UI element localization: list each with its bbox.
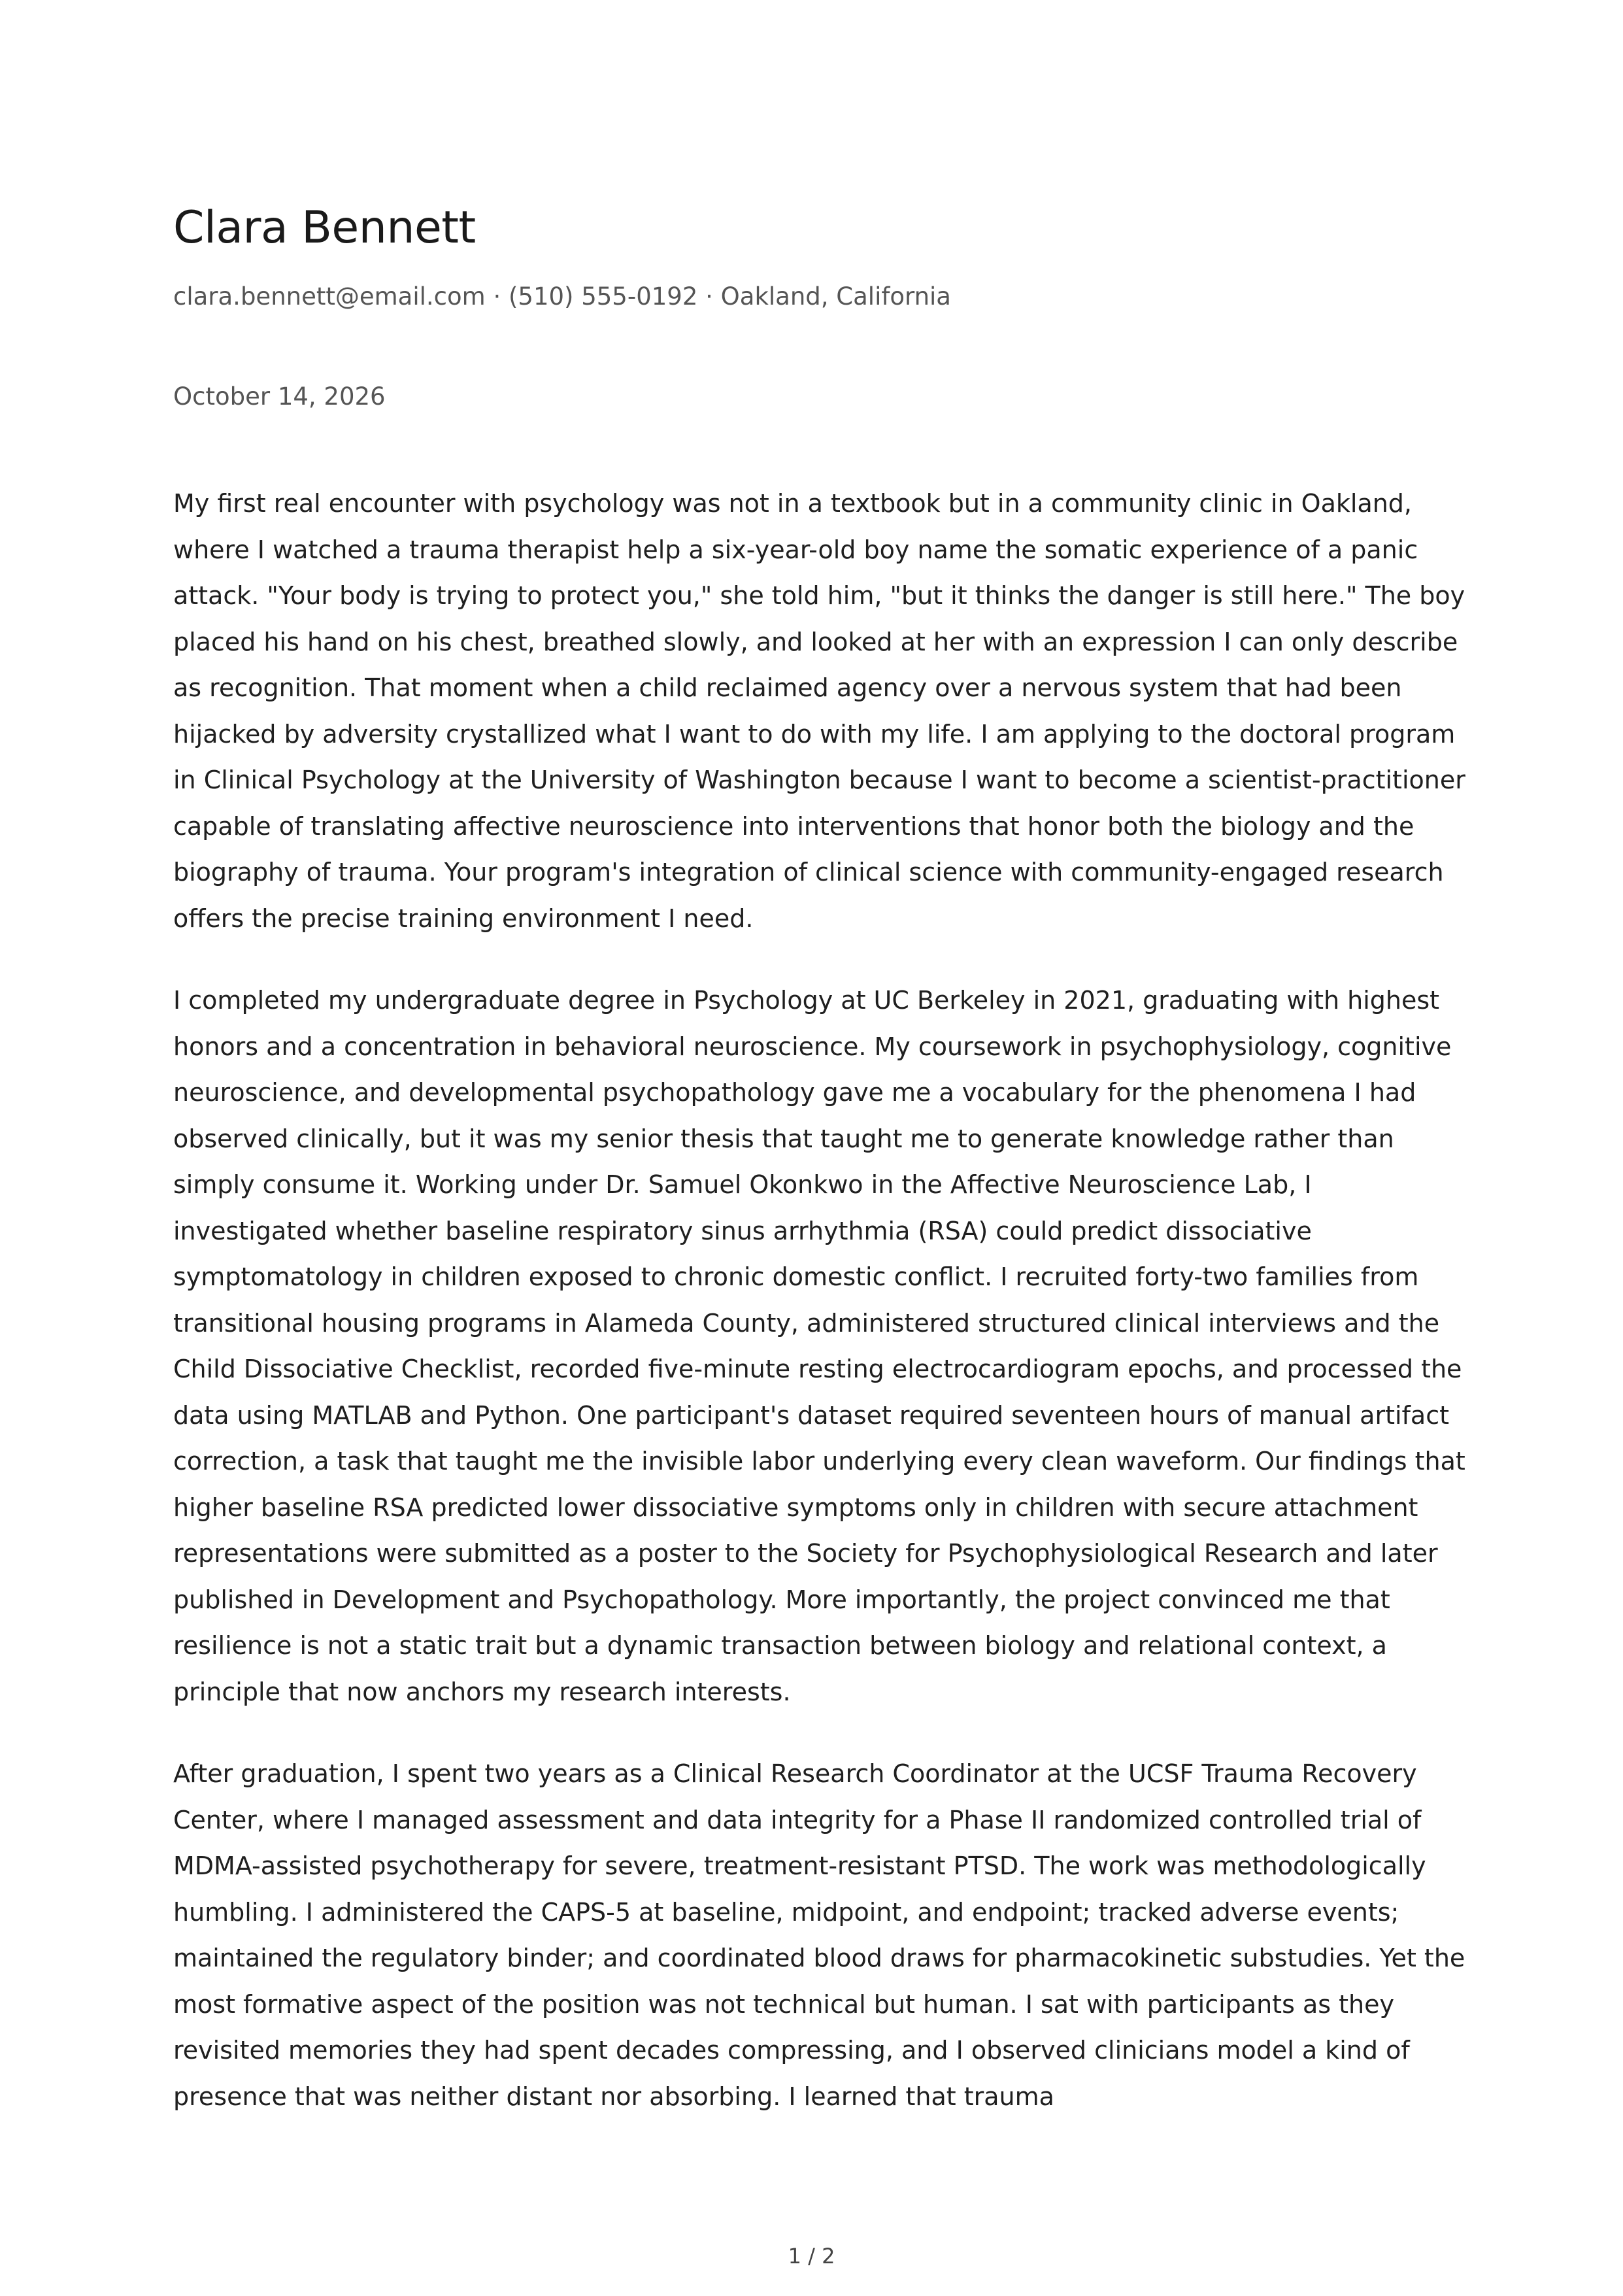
letter-body xyxy=(173,481,1471,2155)
contact-line: clara.bennett@email.com · (510) 555-0192 · Oakland, California xyxy=(173,282,951,311)
page-number: 1 / 2 xyxy=(788,2244,835,2269)
author-name: Clara Bennett xyxy=(173,202,476,254)
paragraph: My first real encounter with psychology was not in a textbook but in a community clinic in Oakland, where I watched a trauma therapist help a six-year-old boy name the somatic experience of a panic attack. "Your body is trying to protect you," she told him, "but it thinks the danger is still here." The boy placed his hand on his chest, breathed slowly, and looked at her with an expression I can only describe as recognition. That moment when a child reclaimed agency over a nervous system that had been hijacked by adversity crystallized what I want to do with my life. I am applying to the doctoral program in Clinical Psychology at the University of Washington because I want to become a scientist-practitioner capable of translating affective neuroscience into interventions that honor both the biology and the biography of trauma. Your program's integration of clinical science with community-engaged research offers the precise training environment I need. xyxy=(173,489,1465,933)
paragraph: After graduation, I spent two years as a Clinical Research Coordinator at the UCSF Trauma Recovery Center, where I managed assessment and data integrity for a Phase II randomized controlled trial of MDMA-assisted psychotherapy for severe, treatment-resistant PTSD. The work was methodologically humbling. I administered the CAPS-5 at baseline, midpoint, and endpoint; tracked adverse events; maintained the regulatory binder; and coordinated blood draws for pharmacokinetic substudies. Yet the most formative aspect of the position was not technical but human. I sat with participants as they revisited memories they had spent decades compressing, and I observed clinicians model a kind of presence that was neither distant nor absorbing. I learned that trauma xyxy=(173,1759,1465,2111)
paragraph: I completed my undergraduate degree in Psychology at UC Berkeley in 2021, graduating with highest honors and a concentration in behavioral neuroscience. My coursework in psychophysiology, cognitive neuroscience, and developmental psychopathology gave me a vocabulary for the phenomena I had observed clinically, but it was my senior thesis that taught me to generate knowledge rather than simply consume it. Working under Dr. Samuel Okonkwo in the Affective Neuroscience Lab, I investigated whether baseline respiratory sinus arrhythmia (RSA) could predict dissociative symptomatology in children exposed to chronic domestic conflict. I recruited forty-two families from transitional housing programs in Alameda County, administered structured clinical interviews and the Child Dissociative Checklist, recorded five-minute resting electrocardiogram epochs, and processed the data using MATLAB and Python. One participant's dataset required seventeen hours of manual artifact correction, a task that taught me the invisible labor underlying every clean waveform. Our findings that higher baseline RSA predicted lower dissociative symptoms only in children with secure attachment representations were submitted as a poster to the Society for Psychophysiological Research and later published in Development and Psychopathology. More importantly, the project convinced me that resilience is not a static trait but a dynamic transaction between biology and relational context, a principle that now anchors my research interests. xyxy=(173,986,1465,1706)
letter-date: October 14, 2026 xyxy=(173,382,386,411)
